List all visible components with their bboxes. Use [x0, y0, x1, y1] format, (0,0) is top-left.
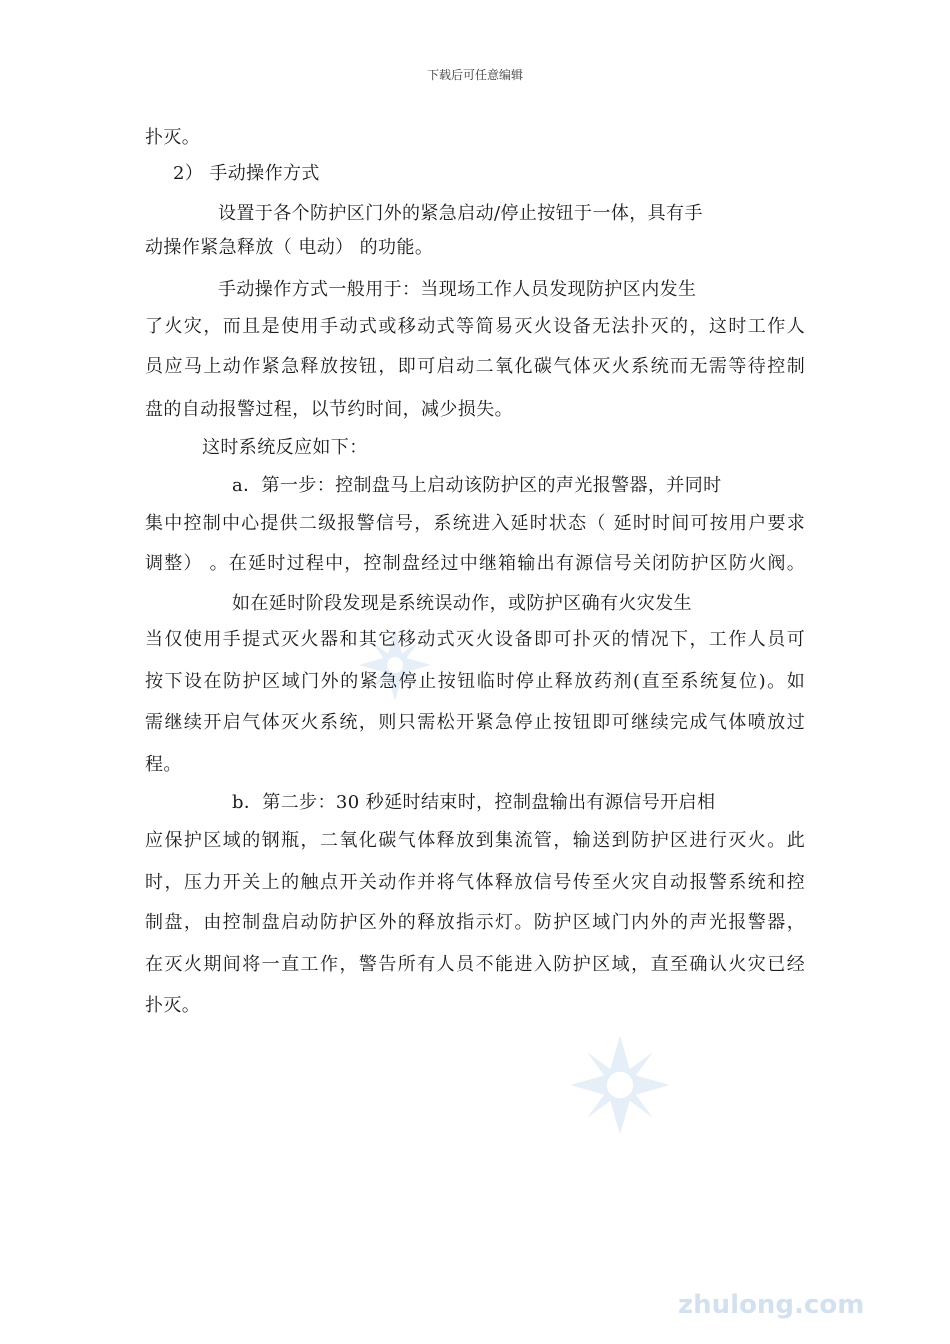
text-line: 应保护区域的钢瓶，二氧化碳气体释放到集流管，输送到防护区进行灭火。此: [145, 830, 805, 851]
text-line: 程。: [145, 754, 182, 775]
page-header: 下载后可任意编辑: [426, 68, 523, 82]
text-line: 在灭火期间将一直工作，警告所有人员不能进入防护区域，直至确认火灾已经: [145, 954, 805, 975]
text-line: 员应马上动作紧急释放按钮，即可启动二氧化碳气体灭火系统而无需等待控制: [145, 356, 805, 377]
text-line: 了火灾，而且是使用手动式或移动式等简易灭火设备无法扑灭的，这时工作人: [145, 316, 805, 337]
text-line: 如在延时阶段发现是系统误动作，或防护区确有火灾发生: [232, 593, 692, 614]
text-line: b．第二步：30 秒延时结束时，控制盘输出有源信号开启相: [232, 792, 716, 813]
text-line: 盘的自动报警过程，以节约时间，减少损失。: [145, 399, 513, 420]
watermark-text: zhulong.com: [678, 1290, 865, 1320]
text-line: a．第一步：控制盘马上启动该防护区的声光报警器，并同时: [232, 475, 722, 496]
text-line: 这时系统反应如下：: [202, 437, 368, 458]
text-line: 动操作紧急释放（ 电动） 的功能。: [145, 237, 434, 258]
text-line: 需继续开启气体灭火系统，则只需松开紧急停止按钮即可继续完成气体喷放过: [145, 712, 805, 733]
text-line: 制盘，由控制盘启动防护区外的释放指示灯。防护区域门内外的声光报警器，: [145, 912, 805, 933]
text-line: 扑灭。: [145, 995, 201, 1016]
text-line: 当仅使用手提式灭火器和其它移动式灭火设备即可扑灭的情况下，工作人员可: [145, 629, 805, 650]
text-line: 手动操作方式一般用于：当现场工作人员发现防护区内发生: [218, 279, 697, 300]
text-line: 扑灭。: [145, 127, 201, 148]
text-line: 时，压力开关上的触点开关动作并将气体释放信号传至火灾自动报警系统和控: [145, 872, 805, 893]
text-line: 按下设在防护区域门外的紧急停止按钮临时停止释放药剂(直至系统复位)。如: [145, 671, 805, 692]
text-line: 集中控制中心提供二级报警信号，系统进入延时状态（ 延时时间可按用户要求: [145, 513, 805, 534]
text-line: 设置于各个防护区门外的紧急启动/停止按钮于一体，具有手: [218, 203, 703, 224]
text-line: 调整） 。在延时过程中，控制盘经过中继箱输出有源信号关闭防护区防火阀。: [145, 553, 805, 574]
watermark-logo-icon: [565, 1030, 675, 1140]
section-heading: 2） 手动操作方式: [173, 163, 320, 184]
